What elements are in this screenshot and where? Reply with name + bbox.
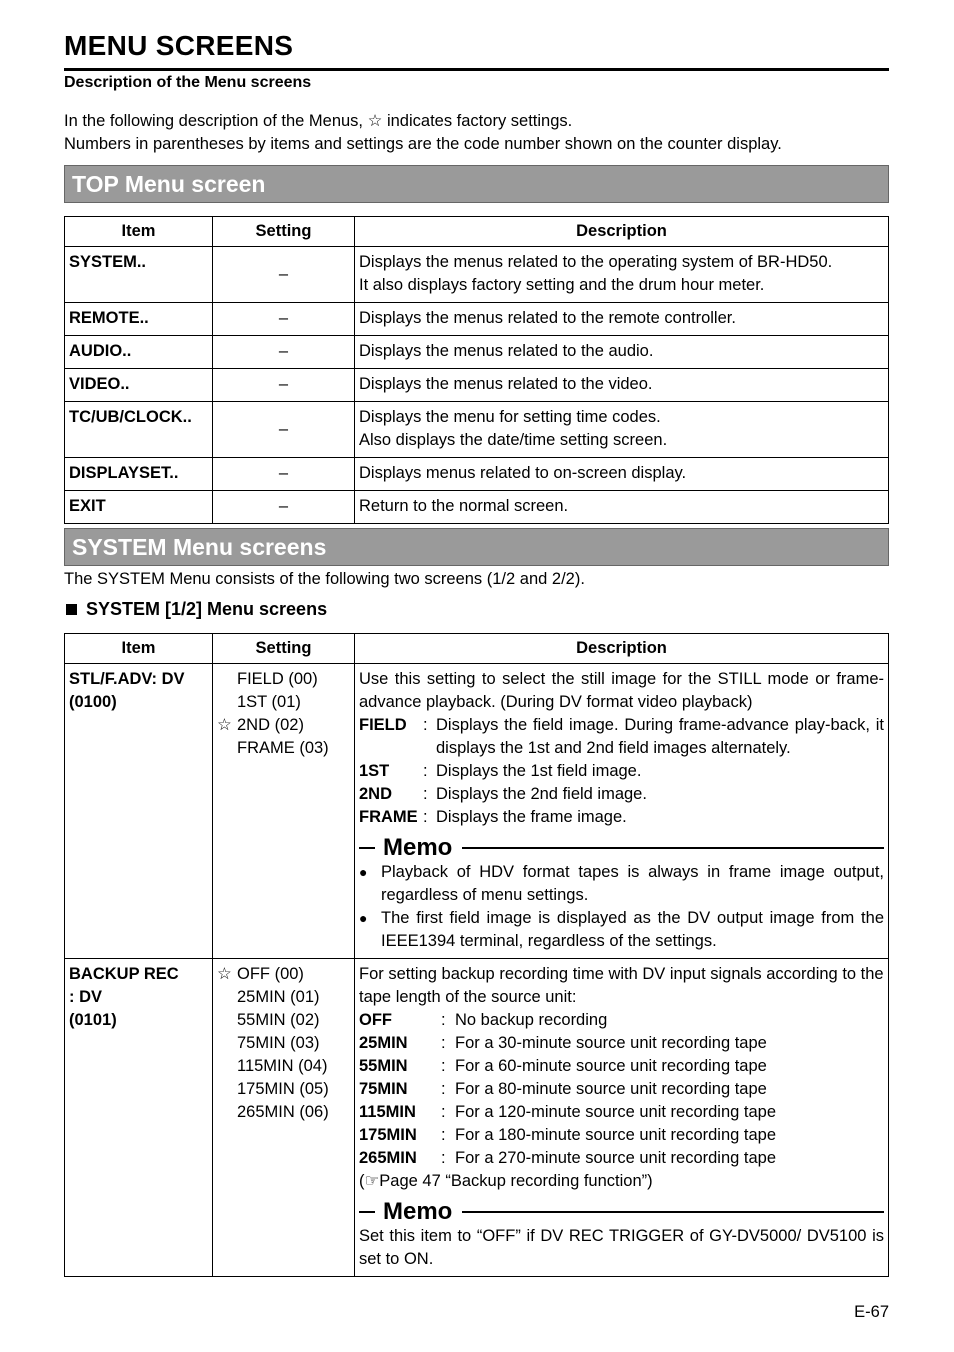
row-item: EXIT [65,491,213,524]
row-description: Displays the menus related to the audio. [355,336,889,369]
row-item: TC/UB/CLOCK.. [65,402,213,458]
desc-line: Displays the menu for setting time codes. [359,408,661,426]
definition: 55MIN : For a 60-minute source unit recording tape [359,1057,767,1075]
definition: 2ND : Displays the 2nd field image. [359,785,647,803]
star-icon: ☆ [217,965,232,983]
setting-option-default: ☆ 2ND (02) [217,714,350,737]
page-reference: (☞Page 47 “Backup recording function”) [359,1172,653,1190]
row-item [65,664,213,959]
bullet-icon: ● [359,910,368,926]
memo-text: Set this item to “OFF” if DV REC TRIGGER of GY-DV5000/ DV5100 is set to ON. [359,1227,884,1268]
item-line: : DV [69,988,102,1006]
setting-option: 115MIN (04) [237,1057,328,1075]
setting-option: 75MIN (03) [237,1034,320,1052]
setting-option-default: ☆ OFF (00) [217,963,350,986]
section-system-menu: SYSTEM Menu screens [64,528,889,566]
top-menu-table [64,216,889,524]
setting-option: 25MIN (01) [237,988,320,1006]
intro-line: Numbers in parentheses by items and settings are the code number shown on the counter display. [64,135,782,153]
row-description [355,959,889,1277]
system-subheading [64,599,327,620]
system-intro: The SYSTEM Menu consists of the following two screens (1/2 and 2/2). [64,570,585,588]
row-setting [213,959,355,1277]
item-code: (0100) [69,693,117,711]
row-item [65,959,213,1277]
table-row [65,959,889,1277]
subheading-text: SYSTEM [1/2] Menu screens [86,599,328,619]
table-header-row [65,634,889,664]
table-row [65,458,889,491]
row-description [355,247,889,303]
page-subtitle: Description of the Menu screens [64,74,312,91]
col-header-item: Item [65,634,213,664]
title-rule [64,68,889,71]
row-setting [213,664,355,959]
square-bullet-icon [66,604,77,615]
row-setting: – [213,491,355,524]
memo-bullet: ● Playback of HDV format tapes is always in frame image output, regardless of menu settings. [359,861,884,907]
definition: OFF : No backup recording [359,1011,608,1029]
col-header-description: Description [355,634,889,664]
section-top-menu: TOP Menu screen [64,165,889,203]
memo-heading [359,835,884,861]
row-setting: – [213,458,355,491]
row-description: Displays menus related to on-screen display. [355,458,889,491]
memo-label: Memo [383,1198,453,1225]
row-item: VIDEO.. [65,369,213,402]
row-item: DISPLAYSET.. [65,458,213,491]
definition: 75MIN : For a 80-minute source unit recording tape [359,1080,767,1098]
definition: 265MIN : For a 270-minute source unit recording tape [359,1149,777,1167]
row-description [355,402,889,458]
item-code: (0101) [69,1011,117,1029]
row-item: SYSTEM.. [65,247,213,303]
memo-label: Memo [383,834,453,861]
setting-option: 175MIN (05) [237,1080,329,1098]
row-description: Displays the menus related to the remote controller. [355,303,889,336]
item-line: BACKUP REC [69,965,179,983]
intro-line: In the following description of the Menus, ☆ indicates factory settings. [64,112,573,130]
definition: 115MIN : For a 120-minute source unit recording tape [359,1103,777,1121]
table-row [65,336,889,369]
page-number: E-67 [854,1303,889,1321]
definition: FIELD : Displays the field image. During frame-advance play-back, it displays the 1st and 2nd field images alternately. [359,716,884,757]
setting-option: FRAME (03) [237,739,329,757]
bullet-icon: ● [359,864,368,880]
star-icon: ☆ [217,716,232,734]
table-row [65,402,889,458]
row-setting: – [213,247,355,303]
desc-line: It also displays factory setting and the drum hour meter. [359,276,765,294]
desc-intro: Use this setting to select the still image for the STILL mode or frame-advance playback. (During DV format video playback) [359,670,884,711]
table-row [65,303,889,336]
col-header-setting: Setting [213,217,355,247]
row-description [355,664,889,959]
system-menu-table [64,633,889,1277]
table-header-row [65,217,889,247]
memo-bullet: ● The first field image is displayed as the DV output image from the IEEE1394 terminal, regardless of the settings. [359,907,884,953]
setting-option: FIELD (00) [237,670,318,688]
definition: 175MIN : For a 180-minute source unit recording tape [359,1126,777,1144]
desc-intro: For setting backup recording time with DV input signals according to the tape length of the source unit: [359,965,884,1006]
row-item: REMOTE.. [65,303,213,336]
setting-option: 265MIN (06) [237,1103,329,1121]
col-header-setting: Setting [213,634,355,664]
setting-option: 1ST (01) [237,693,301,711]
col-header-description: Description [355,217,889,247]
page-title: MENU SCREENS [64,30,294,61]
definition: FRAME : Displays the frame image. [359,808,627,826]
row-description: Return to the normal screen. [355,491,889,524]
row-setting: – [213,336,355,369]
table-row [65,369,889,402]
table-row [65,491,889,524]
col-header-item: Item [65,217,213,247]
table-row [65,664,889,959]
row-setting: – [213,369,355,402]
row-item: AUDIO.. [65,336,213,369]
row-setting: – [213,303,355,336]
intro-text [64,110,782,156]
definition: 25MIN : For a 30-minute source unit recording tape [359,1034,767,1052]
row-setting: – [213,402,355,458]
memo-heading [359,1199,884,1225]
table-row [65,247,889,303]
desc-line: Also displays the date/time setting screen. [359,431,668,449]
row-description: Displays the menus related to the video. [355,369,889,402]
definition: 1ST : Displays the 1st field image. [359,762,642,780]
item-line: STL/F.ADV: DV [69,670,185,688]
desc-line: Displays the menus related to the operating system of BR-HD50. [359,253,833,271]
setting-option: 55MIN (02) [237,1011,320,1029]
